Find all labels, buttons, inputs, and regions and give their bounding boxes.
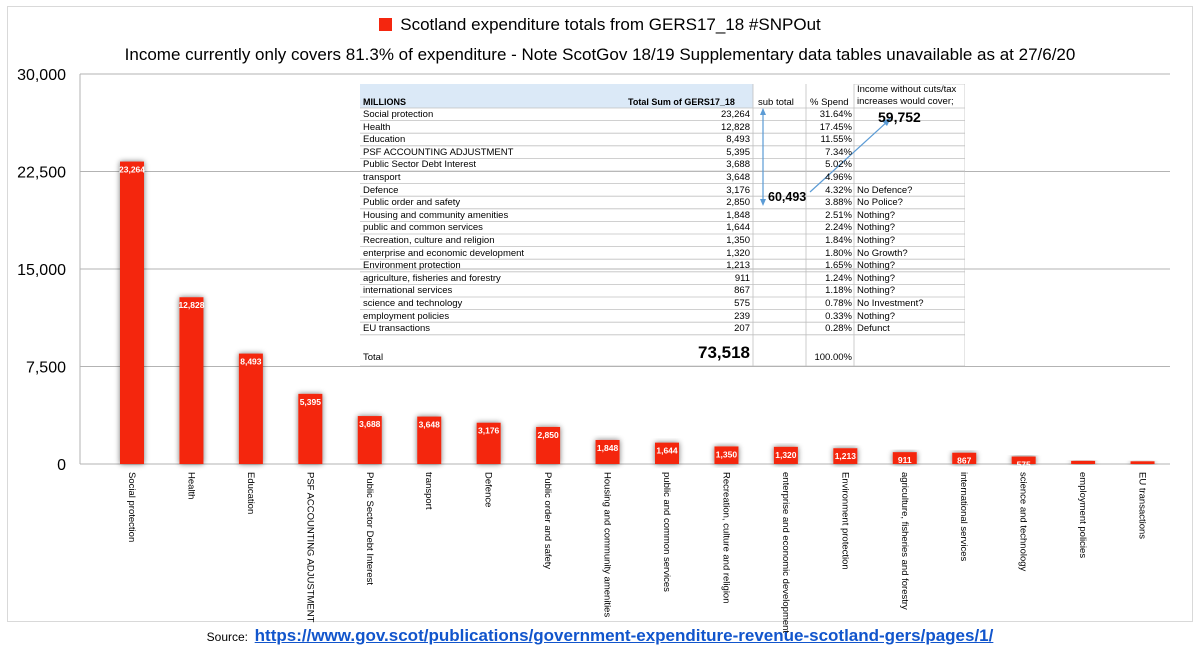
bar-data-label: 8,493 [240, 356, 262, 367]
bar-data-label: 1,350 [715, 449, 738, 460]
y-tick-label: 30,000 [17, 67, 66, 84]
x-tick-label: Public order and safety [542, 472, 554, 570]
table-row-note: Defunct [857, 323, 890, 335]
table-row-pct: 5.02% [825, 159, 852, 171]
table-row-total: 1,320 [726, 247, 750, 259]
bar-data-label: 1,848 [596, 442, 619, 453]
table-row-note: Nothing? [857, 285, 896, 297]
table-row-name: Environment protection [363, 260, 461, 272]
bar-data-label: 23,264 [119, 164, 145, 175]
table-row-name: employment policies [363, 310, 450, 322]
subtotal-arrow-head-top [760, 108, 766, 115]
table-row-pct: 4.96% [825, 172, 852, 183]
table-row-total: 1,848 [726, 209, 750, 221]
bar-data-label: 2,850 [537, 429, 559, 440]
legend-label: Scotland expenditure totals from GERS17_18 #SNPOut [400, 15, 821, 34]
bar-data-label: 207 [1135, 464, 1150, 475]
x-tick-label: public and common services [661, 472, 672, 592]
bar [120, 162, 144, 464]
table-row-total: 1,213 [726, 260, 750, 272]
bar-data-label: 3,688 [359, 419, 381, 430]
table-row-pct: 1.80% [825, 247, 852, 259]
x-tick-label: employment policies [1077, 472, 1089, 559]
x-tick-label: Public Sector Debt Interest [363, 472, 375, 585]
table-row-note: Nothing? [857, 222, 896, 234]
table-row-note: Nothing? [857, 310, 896, 322]
table-row-pct: 0.28% [825, 323, 852, 335]
table-row-name: Housing and community amenities [363, 209, 509, 221]
table-total-pct: 100.00% [814, 352, 852, 363]
table-total-value: 73,518 [698, 343, 750, 362]
x-tick-label: international services [958, 472, 970, 562]
table-row-name: Recreation, culture and religion [363, 235, 495, 246]
bar-data-label: 911 [897, 455, 912, 466]
table-row-name: public and common services [363, 222, 483, 234]
table-row-pct: 1.65% [825, 260, 852, 272]
table-row-total: 2,850 [726, 197, 750, 209]
table-row-pct: 4.32% [825, 184, 852, 196]
x-tick-label: Defence [482, 472, 494, 508]
x-axis-labels [126, 472, 1148, 633]
table-row-name: enterprise and economic development [363, 247, 525, 259]
table-row-total: 8,493 [726, 134, 750, 146]
table-row-pct: 17.45% [819, 121, 852, 133]
table-row-total: 239 [734, 310, 750, 322]
table-row-pct: 7.34% [825, 146, 852, 158]
table-row-pct: 3.88% [825, 197, 852, 209]
x-tick-label: Education [244, 472, 256, 515]
table-row-pct: 2.51% [825, 209, 852, 221]
table-row-name: PSF ACCOUNTING ADJUSTMENT [363, 146, 514, 158]
table-row-total: 3,176 [726, 184, 750, 196]
bar-data-label: 239 [1076, 463, 1091, 474]
x-tick-label: agriculture, fisheries and forestry [898, 472, 910, 610]
bar-data-label: 1,320 [775, 449, 797, 460]
table-row-pct: 0.78% [825, 298, 852, 309]
x-tick-label: PSF ACCOUNTING ADJUSTMENT [304, 472, 316, 623]
x-tick-label: Environment protection [839, 472, 851, 570]
table-row-name: international services [363, 285, 453, 297]
bar-data-label: 3,176 [478, 425, 500, 436]
table-row-name: transport [363, 172, 401, 183]
table-row-name: science and technology [363, 298, 463, 309]
table-row-note: No Police? [857, 197, 903, 209]
source-line [0, 626, 1200, 646]
source-label: Source: [206, 630, 248, 644]
table-row-pct: 1.18% [825, 285, 852, 297]
table-row-name: Public Sector Debt Interest [363, 159, 476, 171]
table-row-total: 1,644 [726, 222, 750, 234]
table-row-pct: 31.64% [819, 109, 852, 120]
table-row-total: 3,688 [726, 159, 750, 171]
table-header-subtotal: sub total [758, 97, 794, 108]
table-header-category: MILLIONS [363, 97, 406, 107]
bar [179, 297, 203, 464]
bar-data-label: 1,644 [656, 445, 678, 456]
income-cover-value: 59,752 [878, 109, 921, 125]
table-row-name: Education [363, 134, 406, 146]
y-tick-label: 7,500 [25, 359, 66, 377]
table-row-note: No Defence? [857, 184, 913, 196]
bar-data-label: 12,828 [178, 300, 205, 311]
subtotal-arrow-head-bottom [760, 199, 766, 206]
table-row-total: 23,264 [720, 109, 750, 120]
bar-data-label: 3,648 [418, 419, 440, 430]
x-tick-label: Recreation, culture and religion [720, 472, 732, 604]
source-link[interactable]: https://www.gov.scot/publications/government-expenditure-revenue-scotland-gers/pages/1/ [254, 626, 994, 645]
table-header-note: Income without cuts/tax increases would cover; [857, 84, 957, 107]
table-row-name: Social protection [363, 109, 434, 120]
table-row-total: 867 [734, 285, 750, 297]
table-row-name: Public order and safety [363, 197, 461, 209]
chart-subtitle: Income currently only covers 81.3% of expenditure - Note ScotGov 18/19 Supplementary data tables unavailable as at 27/6/20 [124, 45, 1076, 64]
table-row-name: agriculture, fisheries and forestry [363, 272, 501, 284]
x-tick-label: EU transactions [1136, 472, 1148, 540]
bar-data-label: 5,395 [299, 396, 321, 407]
subtotal-value: 60,493 [768, 190, 807, 204]
table-row-note: No Growth? [857, 247, 908, 259]
bar-data-label: 575 [1016, 459, 1031, 470]
table-row-total: 12,828 [720, 121, 750, 133]
x-tick-label: enterprise and economic development [779, 472, 791, 634]
bar [239, 354, 263, 464]
table-row-total: 1,350 [726, 235, 750, 246]
table-row-name: Defence [363, 184, 399, 196]
y-tick-label: 22,500 [17, 164, 66, 182]
data-table [360, 84, 965, 366]
table-row-name: Health [363, 121, 391, 133]
table-row-note: No Investment? [857, 298, 924, 309]
table-header-total: Total Sum of GERS17_18 [628, 97, 735, 107]
x-tick-label: Housing and community amenities [601, 472, 613, 618]
table-row-note: Nothing? [857, 209, 896, 221]
bar-data-label: 1,213 [834, 451, 856, 462]
y-tick-label: 15,000 [17, 262, 66, 279]
bar-data-label: 867 [957, 455, 972, 466]
table-row-pct: 2.24% [825, 222, 852, 234]
table-row-total: 575 [734, 298, 750, 309]
table-row-pct: 0.33% [825, 310, 852, 322]
x-tick-label: transport [423, 472, 435, 510]
table-row-total: 911 [734, 272, 750, 284]
table-total-label: Total [363, 352, 384, 363]
y-axis [17, 67, 80, 474]
table-row-note: Nothing? [857, 235, 896, 246]
x-tick-label: Health [185, 472, 197, 500]
x-tick-label: Social protection [126, 472, 137, 543]
table-row-pct: 1.84% [825, 235, 852, 246]
y-tick-label: 0 [57, 457, 66, 474]
table-header-spend: % Spend [810, 97, 849, 108]
table-row-pct: 1.24% [825, 272, 852, 284]
x-tick-label: science and technology [1017, 472, 1029, 572]
table-row-name: EU transactions [363, 323, 431, 335]
table-row-note: Nothing? [857, 260, 896, 272]
table-row-note: Nothing? [857, 272, 896, 284]
table-row-total: 5,395 [726, 146, 750, 158]
table-row-pct: 11.55% [820, 134, 852, 146]
table-row-total: 207 [734, 323, 750, 335]
table-row-total: 3,648 [726, 172, 750, 183]
